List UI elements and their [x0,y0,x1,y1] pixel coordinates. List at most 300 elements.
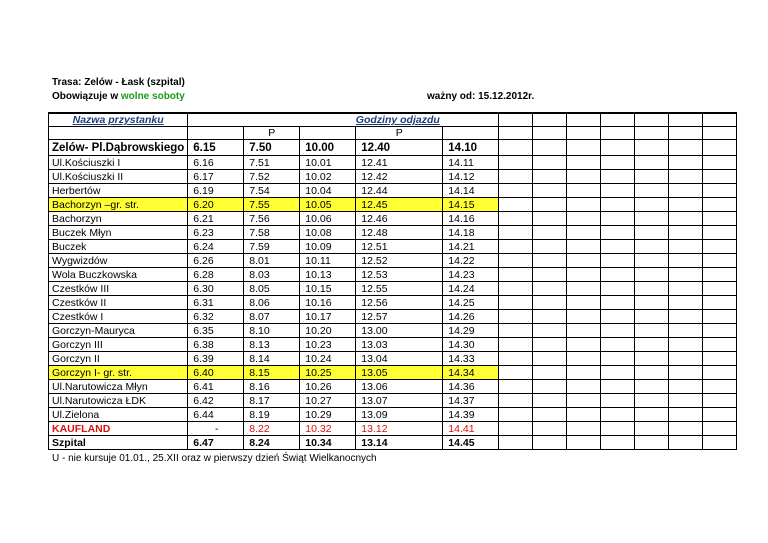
stop-row [49,352,737,366]
empty-cell [669,240,703,254]
departure-time: 6.28 [188,268,244,282]
departure-time: 10.27 [300,394,356,408]
departure-time: 13.12 [356,422,443,436]
empty-cell [601,268,635,282]
empty-cell [669,127,703,140]
empty-cell [499,436,533,450]
departure-time: 12.45 [356,198,443,212]
departure-time: 10.20 [300,324,356,338]
course-mark [188,127,244,140]
empty-cell [567,198,601,212]
stop-name: Ul.Kościuszki I [49,156,188,170]
empty-cell [533,156,567,170]
empty-cell [635,254,669,268]
empty-cell [635,436,669,450]
empty-cell [601,113,635,127]
departure-time: 6.39 [188,352,244,366]
departure-time: 14.45 [443,436,499,450]
empty-cell [499,184,533,198]
time-header-spacer [188,113,244,127]
empty-cell [601,212,635,226]
empty-cell [499,352,533,366]
departure-time: 14.33 [443,352,499,366]
departure-time: 8.05 [244,282,300,296]
empty-cell [533,422,567,436]
empty-cell [703,338,737,352]
empty-cell [635,170,669,184]
empty-cell [533,436,567,450]
empty-cell [567,170,601,184]
departure-time: 14.18 [443,226,499,240]
departure-time: 6.35 [188,324,244,338]
departure-time: 14.26 [443,310,499,324]
empty-cell [703,156,737,170]
departure-time: 10.13 [300,268,356,282]
empty-cell [601,198,635,212]
departure-time: 13.06 [356,380,443,394]
empty-cell [533,394,567,408]
departure-time: 12.57 [356,310,443,324]
departure-time: 12.42 [356,170,443,184]
empty-cell [601,422,635,436]
stop-row [49,408,737,422]
empty-cell [499,366,533,380]
departure-time: 14.34 [443,366,499,380]
departure-time: 7.55 [244,198,300,212]
departure-time: 12.40 [356,140,443,156]
course-mark: P [356,127,443,140]
departure-time: 7.58 [244,226,300,240]
empty-cell [601,282,635,296]
course-mark [300,127,356,140]
stop-row [49,366,737,380]
empty-cell [703,170,737,184]
departure-time: 14.37 [443,394,499,408]
time-header-spacer [300,113,356,127]
empty-cell [601,366,635,380]
departure-time: 13.07 [356,394,443,408]
departure-time: 6.38 [188,338,244,352]
departure-time: 8.15 [244,366,300,380]
empty-cell [567,156,601,170]
departure-time: 14.36 [443,380,499,394]
empty-cell [703,282,737,296]
departure-time: 14.39 [443,408,499,422]
empty-cell [635,184,669,198]
stop-row [49,268,737,282]
time-header-spacer [443,113,499,127]
departure-time: 12.55 [356,282,443,296]
empty-cell [567,436,601,450]
departure-time: 6.40 [188,366,244,380]
empty-cell [533,170,567,184]
empty-cell [703,140,737,156]
departure-time: 14.15 [443,198,499,212]
course-mark: P [244,127,300,140]
stop-row [49,254,737,268]
empty-cell [533,296,567,310]
empty-cell [635,366,669,380]
empty-cell [669,170,703,184]
departure-time: 10.01 [300,156,356,170]
stop-name: Gorczyn II [49,352,188,366]
empty-cell [601,170,635,184]
empty-cell [533,226,567,240]
departure-time: 6.42 [188,394,244,408]
empty-cell [703,366,737,380]
empty-cell [703,352,737,366]
empty-cell [635,422,669,436]
empty-cell [533,240,567,254]
empty-cell [567,324,601,338]
stop-name: Bachorzyn [49,212,188,226]
empty-cell [635,282,669,296]
stop-column-header: Nazwa przystanku [49,113,188,127]
empty-cell [567,352,601,366]
departure-time: 12.52 [356,254,443,268]
stop-row [49,198,737,212]
stop-row [49,226,737,240]
empty-cell [669,422,703,436]
empty-cell [669,380,703,394]
departure-time: 14.14 [443,184,499,198]
departure-time: 14.22 [443,254,499,268]
empty-cell [703,324,737,338]
departure-time: 6.20 [188,198,244,212]
valid-from-date: ważny od: 15.12.2012r. [427,91,535,102]
empty-cell [567,422,601,436]
empty-cell [635,310,669,324]
timetable [48,112,737,450]
empty-cell [669,184,703,198]
empty-cell [635,226,669,240]
departure-time: 8.19 [244,408,300,422]
departure-time: 14.12 [443,170,499,184]
departure-time: 7.59 [244,240,300,254]
marks-row [49,127,737,140]
stop-row [49,140,737,156]
departure-time: 10.00 [300,140,356,156]
stop-name: Czestków I [49,310,188,324]
empty-cell [533,366,567,380]
stop-row [49,324,737,338]
empty-cell [703,184,737,198]
empty-cell [499,296,533,310]
empty-cell [669,268,703,282]
departure-time: 7.51 [244,156,300,170]
departure-time: 7.54 [244,184,300,198]
empty-cell [499,394,533,408]
empty-cell [669,296,703,310]
empty-cell [49,127,188,140]
empty-cell [703,212,737,226]
departure-time: 10.34 [300,436,356,450]
departure-time: 6.21 [188,212,244,226]
departure-time: 14.21 [443,240,499,254]
empty-cell [601,310,635,324]
departure-time: 10.17 [300,310,356,324]
empty-cell [601,254,635,268]
empty-cell [567,212,601,226]
departure-time: 10.15 [300,282,356,296]
departure-time: 8.03 [244,268,300,282]
empty-cell [601,296,635,310]
departure-time: 13.00 [356,324,443,338]
empty-cell [533,324,567,338]
stop-name: Buczek Młyn [49,226,188,240]
departure-time: 6.26 [188,254,244,268]
empty-cell [601,380,635,394]
departure-time: 6.32 [188,310,244,324]
departure-time: 12.48 [356,226,443,240]
departure-time: 8.24 [244,436,300,450]
course-mark [443,127,499,140]
empty-cell [533,380,567,394]
departure-time: 8.17 [244,394,300,408]
departure-time: 7.50 [244,140,300,156]
stop-row [49,338,737,352]
empty-cell [635,408,669,422]
empty-cell [669,226,703,240]
empty-cell [703,268,737,282]
footnote: U - nie kursuje 01.01., 25.XII oraz w pierwszy dzień Świąt Wielkanocnych [52,453,377,464]
empty-cell [635,127,669,140]
stop-row [49,156,737,170]
stop-name: Czestków II [49,296,188,310]
departure-time: 6.16 [188,156,244,170]
departure-time: 12.46 [356,212,443,226]
departure-time: 14.24 [443,282,499,296]
empty-cell [703,226,737,240]
validity-line [52,91,185,102]
departure-time: 14.41 [443,422,499,436]
empty-cell [669,156,703,170]
empty-cell [635,240,669,254]
departure-time: 12.51 [356,240,443,254]
empty-cell [533,140,567,156]
times-column-header: Godziny odjazdu [356,113,443,127]
empty-cell [499,338,533,352]
empty-cell [567,226,601,240]
departure-time: 13.03 [356,338,443,352]
departure-time: 10.29 [300,408,356,422]
departure-time: 10.23 [300,338,356,352]
empty-cell [499,198,533,212]
empty-cell [669,310,703,324]
empty-cell [533,113,567,127]
empty-cell [533,352,567,366]
empty-cell [601,394,635,408]
empty-cell [601,127,635,140]
empty-cell [533,212,567,226]
departure-time: 6.24 [188,240,244,254]
empty-cell [567,282,601,296]
departure-time: 10.08 [300,226,356,240]
empty-cell [567,127,601,140]
empty-cell [669,408,703,422]
stop-name: Ul.Narutowicza Młyn [49,380,188,394]
departure-time: 12.56 [356,296,443,310]
empty-cell [499,380,533,394]
empty-cell [499,156,533,170]
empty-cell [703,310,737,324]
departure-time: 12.53 [356,268,443,282]
departure-time: 13.04 [356,352,443,366]
empty-cell [635,394,669,408]
departure-time: 6.23 [188,226,244,240]
empty-cell [567,408,601,422]
empty-cell [601,436,635,450]
empty-cell [567,184,601,198]
empty-cell [669,113,703,127]
stop-name: Buczek [49,240,188,254]
departure-time: 12.44 [356,184,443,198]
empty-cell [567,338,601,352]
stop-row [49,184,737,198]
stop-name: Gorczyn I- gr. str. [49,366,188,380]
stop-name: Ul.Zielona [49,408,188,422]
stop-row [49,422,737,436]
empty-cell [669,338,703,352]
empty-cell [601,240,635,254]
header-row [49,113,737,127]
empty-cell [499,324,533,338]
empty-cell [669,436,703,450]
empty-cell [601,156,635,170]
departure-time: 13.14 [356,436,443,450]
empty-cell [601,338,635,352]
stop-name: KAUFLAND [49,422,188,436]
departure-time: 10.16 [300,296,356,310]
empty-cell [635,113,669,127]
stop-name: Ul.Kościuszki II [49,170,188,184]
empty-cell [635,338,669,352]
empty-cell [635,268,669,282]
empty-cell [601,352,635,366]
empty-cell [533,282,567,296]
stop-name: Zelów- Pl.Dąbrowskiego [49,140,188,156]
departure-time: 10.09 [300,240,356,254]
departure-time: 14.11 [443,156,499,170]
empty-cell [567,113,601,127]
empty-cell [669,394,703,408]
stop-name: Ul.Narutowicza ŁDK [49,394,188,408]
empty-cell [499,170,533,184]
stop-row [49,310,737,324]
departure-time: 6.31 [188,296,244,310]
empty-cell [499,310,533,324]
empty-cell [499,282,533,296]
departure-time: 8.01 [244,254,300,268]
empty-cell [669,198,703,212]
empty-cell [669,282,703,296]
departure-time: 10.02 [300,170,356,184]
departure-time: 14.30 [443,338,499,352]
departure-time: 12.41 [356,156,443,170]
empty-cell [567,380,601,394]
departure-time: 10.05 [300,198,356,212]
empty-cell [499,254,533,268]
empty-cell [635,380,669,394]
empty-cell [499,422,533,436]
empty-cell [601,226,635,240]
empty-cell [635,198,669,212]
empty-cell [635,352,669,366]
empty-cell [499,240,533,254]
departure-time: 13.09 [356,408,443,422]
empty-cell [703,380,737,394]
empty-cell [635,212,669,226]
empty-cell [669,366,703,380]
departure-time: 7.56 [244,212,300,226]
empty-cell [703,296,737,310]
empty-cell [533,184,567,198]
empty-cell [533,408,567,422]
empty-cell [533,254,567,268]
empty-cell [703,198,737,212]
departure-time: 10.06 [300,212,356,226]
empty-cell [635,324,669,338]
empty-cell [669,352,703,366]
empty-cell [669,212,703,226]
empty-cell [499,408,533,422]
empty-cell [635,296,669,310]
empty-cell [567,366,601,380]
empty-cell [669,254,703,268]
empty-cell [499,140,533,156]
stop-row [49,394,737,408]
empty-cell [635,156,669,170]
empty-cell [499,212,533,226]
empty-cell [567,310,601,324]
empty-cell [567,268,601,282]
stop-row [49,282,737,296]
empty-cell [601,324,635,338]
departure-time: 8.06 [244,296,300,310]
empty-cell [669,140,703,156]
departure-time: 10.04 [300,184,356,198]
departure-time: 6.47 [188,436,244,450]
stop-name: Gorczyn III [49,338,188,352]
departure-time: 7.52 [244,170,300,184]
departure-time: 10.26 [300,380,356,394]
departure-time: 14.23 [443,268,499,282]
stop-name: Gorczyn-Mauryca [49,324,188,338]
empty-cell [533,338,567,352]
empty-cell [567,240,601,254]
stop-row [49,296,737,310]
stop-name: Szpital [49,436,188,450]
stop-name: Wola Buczkowska [49,268,188,282]
stop-row [49,170,737,184]
empty-cell [601,184,635,198]
empty-cell [499,113,533,127]
stop-name: Bachorzyn –gr. str. [49,198,188,212]
departure-time: 10.32 [300,422,356,436]
departure-time: 6.15 [188,140,244,156]
departure-time: 6.17 [188,170,244,184]
stop-row [49,212,737,226]
departure-time: - [188,422,244,436]
empty-cell [499,268,533,282]
route-title: Trasa: Zelów - Łask (szpital) [52,77,185,88]
departure-time: 10.24 [300,352,356,366]
departure-time: 8.10 [244,324,300,338]
empty-cell [567,254,601,268]
empty-cell [567,296,601,310]
empty-cell [601,140,635,156]
stop-row [49,436,737,450]
